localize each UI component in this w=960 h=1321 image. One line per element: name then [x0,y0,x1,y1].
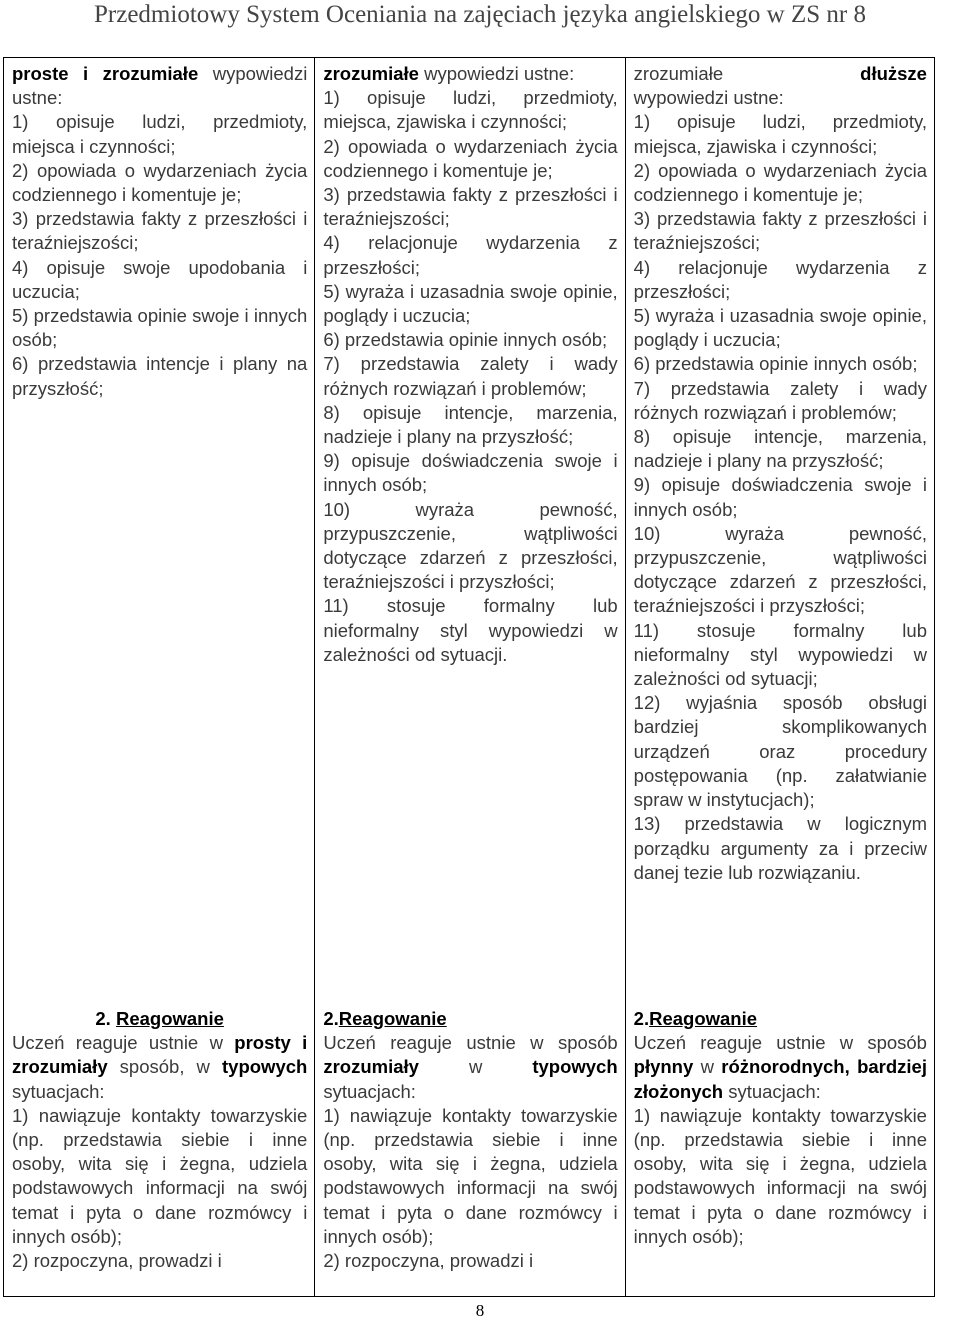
emphasis-text: prosty i zrozumiały [12,1032,308,1078]
intro-text: sytuacjach: [323,1080,416,1102]
list-item: 10) wyraża pewność, przypuszczenie, wątpliwości dotyczące zdarzeń z przeszłości, teraźniejszości i przyszłości; [323,498,618,593]
list-item: 11) stosuje formalny lub nieformalny styl wypowiedzi w zależności od sytuacji; [633,619,927,690]
section-intro [634,1031,927,1104]
list-item: 2) rozpoczyna, prowadzi i [12,1250,222,1272]
lead-bold: proste i zrozumiałe [12,63,199,84]
table-column-1 [4,58,314,1296]
emphasis-text: różnorodnych, bardziej złożonych [633,1056,927,1102]
lead-bold: zrozumiałe [323,63,419,84]
list-item: 4) relacjonuje wydarzenia z przeszłości; [633,256,927,302]
section-number: 2. [95,1008,116,1029]
item-list [634,110,927,885]
column-lead [12,62,307,110]
list-item: 13) przedstawia w logicznym porządku argumenty za i przeciw danej tezie lub rozwiązaniu. [633,813,927,883]
page-number: 8 [475,1301,485,1320]
list-item: 10) wyraża pewność, przypuszczenie, wątpliwości dotyczące zdarzeń z przeszłości, teraźniejszości i przyszłości; [633,522,927,617]
emphasis-text: zrozumiały [323,1056,419,1078]
list-item: 3) przedstawia fakty z przeszłości i teraźniejszości; [12,208,308,254]
item-list [12,110,307,400]
intro-text: Uczeń reaguje ustnie w sposób [323,1032,618,1054]
lead-bold: dłuższe [860,63,927,84]
emphasis-text: typowych [222,1056,308,1078]
section-intro [323,1031,617,1104]
section-title: Reagowanie [649,1008,758,1029]
list-item: 9) opisuje doświadczenia swoje i innych osób; [323,450,618,496]
list-item: 4) opisuje swoje upodobania i uczucia; [12,256,308,302]
list-item: 2) opowiada o wydarzeniach życia codziennego i komentuje je; [12,159,308,206]
intro-text: Uczeń reaguje ustnie w sposób [633,1032,927,1054]
section-heading [323,1007,617,1031]
lead-rest: wypowiedzi ustne: [418,63,575,84]
section-intro [12,1031,307,1104]
list-item: 9) opisuje doświadczenia swoje i innych osób; [633,474,927,520]
list-item: 12) wyjaśnia sposób obsługi bardziej skomplikowanych urządzeń oraz procedury postępowania (np. załatwianie spraw w instytucjach); [633,692,927,811]
section-heading [634,1007,927,1031]
lead-rest: wypowiedzi ustne: [633,87,784,109]
section-number: 2. [323,1008,339,1029]
list-item: 1) opisuje ludzi, przedmioty, miejsca, zjawiska i czynności; [633,111,927,157]
list-item: 1) opisuje ludzi, przedmioty, miejsca, zjawiska i czynności; [323,87,618,133]
section-title: Reagowanie [115,1008,224,1029]
section-reagowanie [634,1007,927,1249]
intro-text: sytuacjach: [12,1080,105,1102]
intro-text: w [418,1056,533,1078]
list-item: 1) nawiązuje kontakty towarzyskie (np. przedstawia siebie i inne osoby, wita się i żegna, udziela podstawowych informacji na swój temat i pyta o dane rozmówcy i innych osób); [323,1104,618,1247]
emphasis-text: typowych [532,1056,618,1078]
lead-rest: wypowiedzi ustne: [12,63,308,109]
intro-text: sposób, w [107,1056,222,1078]
section-reagowanie [323,1007,617,1273]
list-item: 8) opisuje intencje, marzenia, nadzieje i plany na przyszłość; [323,401,618,448]
column-lead [323,62,617,86]
list-item: 8) opisuje intencje, marzenia, nadzieje i plany na przyszłość; [633,426,927,472]
section-reagowanie [12,1007,307,1273]
column-lead [634,62,927,110]
section-number: 2. [633,1008,650,1029]
item-list [323,86,617,667]
section-item-list [634,1104,927,1249]
list-item: 11) stosuje formalny lub nieformalny styl wypowiedzi w zależności od sytuacji. [323,595,618,665]
list-item: 5) przedstawia opinie swoje i innych osób; [12,305,308,351]
section-heading [12,1007,307,1031]
list-item: 5) wyraża i uzasadnia swoje opinie, poglądy i uczucia; [323,280,618,327]
table-column-2 [314,58,624,1296]
intro-text: Uczeń reaguje ustnie w [12,1032,235,1054]
list-item: 3) przedstawia fakty z przeszłości i teraźniejszości; [323,184,618,230]
intro-text: w [693,1056,722,1078]
emphasis-text: płynny [633,1056,694,1078]
list-item: 5) wyraża i uzasadnia swoje opinie, poglądy i uczucia; [633,305,927,351]
intro-text: sytuacjach: [723,1080,821,1102]
page-header: Przedmiotowy System Oceniania na zajęciach języka angielskiego w ZS nr 8 [94,1,866,28]
section-item-list [323,1104,617,1273]
list-item: 4) relacjonuje wydarzenia z przeszłości; [323,232,618,278]
list-item: 6) przedstawia intencje i plany na przyszłość; [12,353,308,399]
list-item: 6) przedstawia opinie innych osób; [323,329,608,351]
lead-pre: zrozumiałe [633,63,724,84]
list-item: 1) opisuje ludzi, przedmioty, miejsca i czynności; [12,111,308,157]
list-item: 1) nawiązuje kontakty towarzyskie (np. przedstawia siebie i inne osoby, wita się i żegna, udziela podstawowych informacji na swój temat i pyta o dane rozmówcy i innych osób); [12,1104,308,1247]
section-title: Reagowanie [338,1008,447,1029]
section-item-list [12,1104,307,1273]
list-item: 3) przedstawia fakty z przeszłości i teraźniejszości; [633,208,927,254]
list-item: 2) opowiada o wydarzeniach życia codziennego i komentuje je; [633,159,927,206]
list-item: 2) opowiada o wydarzeniach życia codziennego i komentuje je; [323,135,618,181]
list-item: 6) przedstawia opinie innych osób; [633,353,918,375]
table-column-3 [625,58,934,1296]
list-item: 7) przedstawia zalety i wady różnych rozwiązań i problemów; [323,353,618,399]
list-item: 7) przedstawia zalety i wady różnych rozwiązań i problemów; [633,377,927,423]
criteria-table [3,57,935,1297]
list-item: 1) nawiązuje kontakty towarzyskie (np. przedstawia siebie i inne osoby, wita się i żegna, udziela podstawowych informacji na swój temat i pyta o dane rozmówcy i innych osób); [633,1104,927,1247]
list-item: 2) rozpoczyna, prowadzi i [323,1250,534,1272]
